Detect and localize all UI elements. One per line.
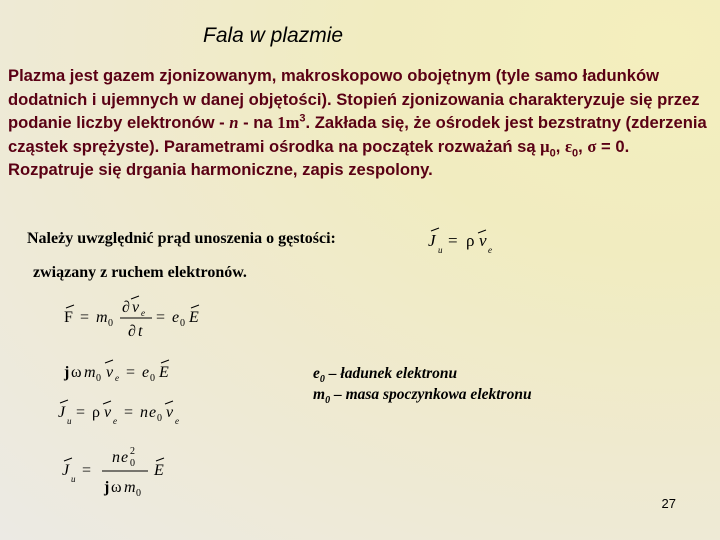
svg-text:J: J [62,462,70,479]
page-number: 27 [661,496,676,511]
svg-text:v: v [106,364,114,381]
n-symbol: n [229,113,239,133]
equation-current-final [60,440,190,500]
svg-text:t: t [138,323,143,340]
e0-subscript: 0 [319,374,325,386]
svg-text:m: m [124,479,136,496]
svg-text:0: 0 [108,318,113,329]
m-unit: m [285,113,300,133]
svg-text:E: E [189,309,199,326]
mu0-symbol: μ [540,136,550,156]
intro-text-3: . Zakłada się, że ośrodek jest bezstratny (zderzenia cząstek sprężyste). Parametrami ośrodka na początek rozważań są [8,113,707,156]
svg-text:n: n [140,404,148,421]
svg-text:0: 0 [180,318,185,329]
separator: , [578,136,588,156]
intro-paragraph [8,64,712,182]
legend-m0 [313,384,532,405]
svg-text:E: E [154,462,164,479]
electron-motion-line: związany z ruchem elektronów. [33,264,247,281]
slide-title: Fala w plazmie [203,24,344,47]
legend-e0 [313,363,532,384]
svg-text:j: j [64,364,70,381]
mu0-subscript: 0 [549,147,556,160]
svg-text:e: e [488,245,492,255]
one-value: 1 [277,113,286,133]
m0-subscript: 0 [325,395,331,407]
svg-text:v: v [104,404,112,421]
svg-text:0: 0 [130,458,135,469]
svg-text:v: v [132,299,140,316]
svg-text:ρ: ρ [466,231,475,250]
e0-symbol: e [313,365,320,382]
equation-newton [62,292,222,344]
svg-text:m: m [84,364,96,381]
svg-text:∂: ∂ [128,323,136,340]
svg-text:J: J [58,404,66,421]
svg-text:0: 0 [136,488,141,499]
equation-harmonic [62,357,192,387]
svg-text:0: 0 [96,373,101,384]
convection-current-line: Należy uwzględnić prąd unoszenia o gęstości: [27,230,336,247]
svg-text:e: e [142,364,150,381]
svg-text:m: m [96,309,108,326]
svg-text:j: j [104,479,110,496]
separator: , [555,136,565,156]
svg-text:=: = [82,462,92,479]
equation-current-density [56,397,196,431]
svg-text:=: = [124,404,134,421]
svg-text:0: 0 [157,413,162,424]
equation-current-final-graphic [60,440,190,500]
svg-text:=: = [80,309,90,326]
svg-text:ω: ω [71,364,82,381]
svg-text:u: u [438,245,443,255]
equation-newton-graphic [62,292,222,344]
svg-text:e: e [175,416,179,426]
symbol-legend [313,363,532,405]
svg-text:e: e [121,449,129,466]
e0-description: – ładunek elektronu [324,365,458,382]
m0-symbol: m [313,386,326,403]
svg-text:ρ: ρ [92,404,100,421]
svg-text:n: n [112,449,120,466]
svg-text:e: e [115,373,119,383]
svg-text:=: = [76,404,86,421]
svg-text:v: v [166,404,174,421]
svg-text:e: e [149,404,157,421]
equation-ju-rho-ve-graphic [428,225,508,259]
svg-text:u: u [71,474,76,484]
equation-ju-rho-ve [428,225,508,259]
intro-text-2: - na [238,113,278,133]
svg-text:=: = [156,309,166,326]
svg-text:e: e [141,308,145,318]
intro-text-4: = 0. Rozpatruje się drgania harmoniczne, zapis zespolony. [8,136,630,180]
svg-text:u: u [67,416,72,426]
svg-text:2: 2 [130,446,135,457]
svg-text:=: = [126,364,136,381]
svg-text:F: F [64,309,73,326]
equation-current-density-graphic [56,397,196,431]
svg-text:=: = [448,231,458,250]
exponent-3: 3 [299,112,306,125]
sigma-symbol: σ [587,136,597,156]
intro-text-1: Plazma jest gazem zjonizowanym, makroskopowo obojętnym (tyle samo ładunków dodatnich i ujemnych w danej objętości). Stopień zjonizowania charakteryzuje się przez podanie liczby elektronów - [8,66,700,133]
svg-text:0: 0 [150,373,155,384]
svg-text:v: v [479,231,487,250]
equation-harmonic-graphic [62,357,192,387]
m0-description: – masa spoczynkowa elektronu [330,386,532,403]
svg-text:e: e [113,416,117,426]
svg-text:ω: ω [111,479,122,496]
svg-text:e: e [172,309,180,326]
svg-text:J: J [428,231,436,250]
svg-text:∂: ∂ [122,299,130,316]
eps0-symbol: ε [564,136,573,156]
svg-text:E: E [159,364,169,381]
eps0-subscript: 0 [572,147,579,160]
